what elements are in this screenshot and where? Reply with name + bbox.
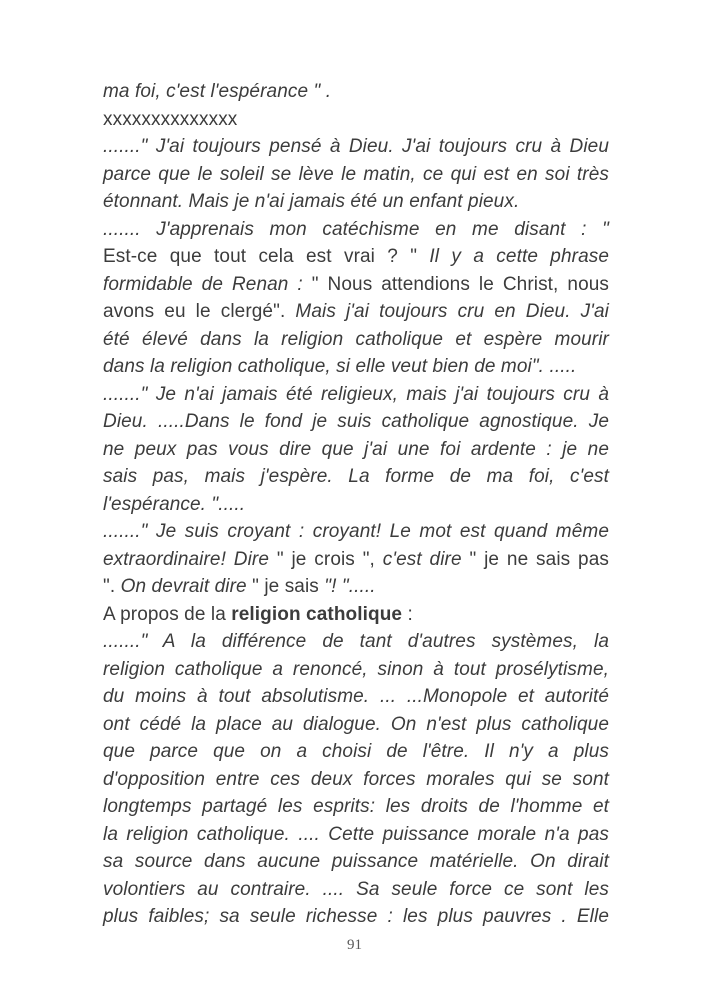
italic-text: été élevé dans la religion catholique et espère mourir: [103, 328, 609, 350]
italic-text: dans la religion catholique, si elle veut bien de moi". .....: [103, 356, 577, 377]
text-line: [103, 243, 609, 271]
italic-text: d'opposition entre ces deux forces morales qui se sont: [103, 768, 609, 790]
text-line: [103, 298, 609, 326]
regular-text: ".: [103, 576, 121, 597]
italic-text: ......." J'ai toujours pensé à Dieu. J'ai toujours cru à Dieu: [103, 136, 609, 157]
text-line: [103, 628, 609, 656]
text-line: [103, 876, 609, 904]
text-line: [103, 326, 609, 354]
regular-text: " je crois ",: [276, 548, 383, 570]
italic-text: ......." A la différence de tant d'autres systèmes, la: [103, 631, 609, 652]
regular-text: xxxxxxxxxxxxxx: [103, 108, 238, 130]
text-line: [103, 271, 609, 299]
italic-text: la religion catholique. .... Cette puissance morale n'a pas: [103, 823, 609, 845]
italic-text: ......." Je n'ai jamais été religieux, mais j'ai toujours cru à: [103, 383, 609, 405]
italic-text: volontiers au contraire. .... Sa seule force ce sont les: [103, 878, 609, 900]
text-line: [103, 133, 609, 161]
italic-text: longtemps partagé les esprits: les droits de l'homme et: [103, 796, 609, 817]
italic-text: ne peux pas vous dire que j'ai une foi ardente : je ne: [103, 438, 609, 460]
text-line: [103, 353, 609, 381]
italic-text: que parce que on a choisi de l'être. Il n'y a plus: [103, 741, 609, 762]
text-line: [103, 766, 609, 794]
italic-text: On devrait dire: [120, 576, 253, 597]
text-line: [103, 793, 609, 821]
regular-text: " je sais: [252, 576, 325, 597]
italic-text: "! ".....: [324, 576, 376, 597]
page-number: 91: [347, 937, 362, 953]
text-line: [103, 78, 609, 106]
italic-text: du moins à tout absolutisme. ... ...Monopole et autorité: [103, 686, 609, 707]
text-line: [103, 683, 609, 711]
text-line: [103, 518, 609, 546]
text-line: [103, 656, 609, 684]
regular-text: Est-ce que tout cela est vrai ? ": [103, 246, 430, 267]
regular-text: " Nous attendions le Christ, nous: [311, 273, 609, 295]
text-line: [103, 408, 609, 436]
text-line: [103, 573, 609, 601]
italic-text: Il y a cette phrase: [429, 246, 609, 267]
italic-text: plus faibles; sa seule richesse : les plus pauvres . Elle: [103, 906, 609, 927]
italic-text: l'espérance. ".....: [103, 493, 246, 515]
regular-text: avons eu le clergé".: [103, 301, 296, 322]
text-line: [103, 463, 609, 491]
text-line: [103, 491, 609, 519]
italic-text: formidable de Renan :: [103, 273, 312, 295]
italic-text: ont cédé la place au dialogue. On n'est plus catholique: [103, 713, 609, 735]
regular-text: :: [402, 603, 413, 625]
italic-text: parce que le soleil se lève le matin, ce qui est en soi très: [103, 163, 609, 185]
text-line: [103, 188, 609, 216]
text-line: [103, 738, 609, 766]
page-footer: [0, 936, 709, 954]
text-line: [103, 821, 609, 849]
text-line: [103, 436, 609, 464]
italic-text: ma foi, c'est l'espérance " .: [103, 81, 332, 102]
text-line: [103, 848, 609, 876]
text-line: [103, 903, 609, 931]
italic-text: sa source dans aucune puissance matérielle. On dirait: [103, 851, 609, 872]
italic-text: religion catholique a renoncé, sinon à tout prosélytisme,: [103, 658, 609, 680]
text-line: [103, 216, 609, 244]
text-line: [103, 106, 609, 134]
italic-text: Mais j'ai toujours cru en Dieu. J'ai: [295, 301, 609, 322]
text-line: [103, 711, 609, 739]
italic-text: ......." Je suis croyant : croyant! Le mot est quand même: [103, 521, 609, 542]
regular-text: " je ne sais pas: [469, 548, 609, 570]
bold-text: religion catholique: [231, 603, 403, 625]
italic-text: c'est dire: [382, 548, 470, 570]
italic-text: ....... J'apprenais mon catéchisme en me disant : ": [103, 218, 609, 240]
text-line: [103, 381, 609, 409]
italic-text: Dieu. .....Dans le fond je suis catholique agnostique. Je: [103, 411, 609, 432]
text-line: [103, 546, 609, 574]
text-block: [103, 78, 609, 931]
text-line: [103, 601, 609, 629]
italic-text: étonnant. Mais je n'ai jamais été un enfant pieux.: [103, 191, 520, 212]
italic-text: sais pas, mais j'espère. La forme de ma foi, c'est: [103, 466, 609, 487]
text-line: [103, 161, 609, 189]
italic-text: extraordinaire! Dire: [103, 548, 277, 570]
regular-text: A propos de la: [103, 603, 232, 625]
